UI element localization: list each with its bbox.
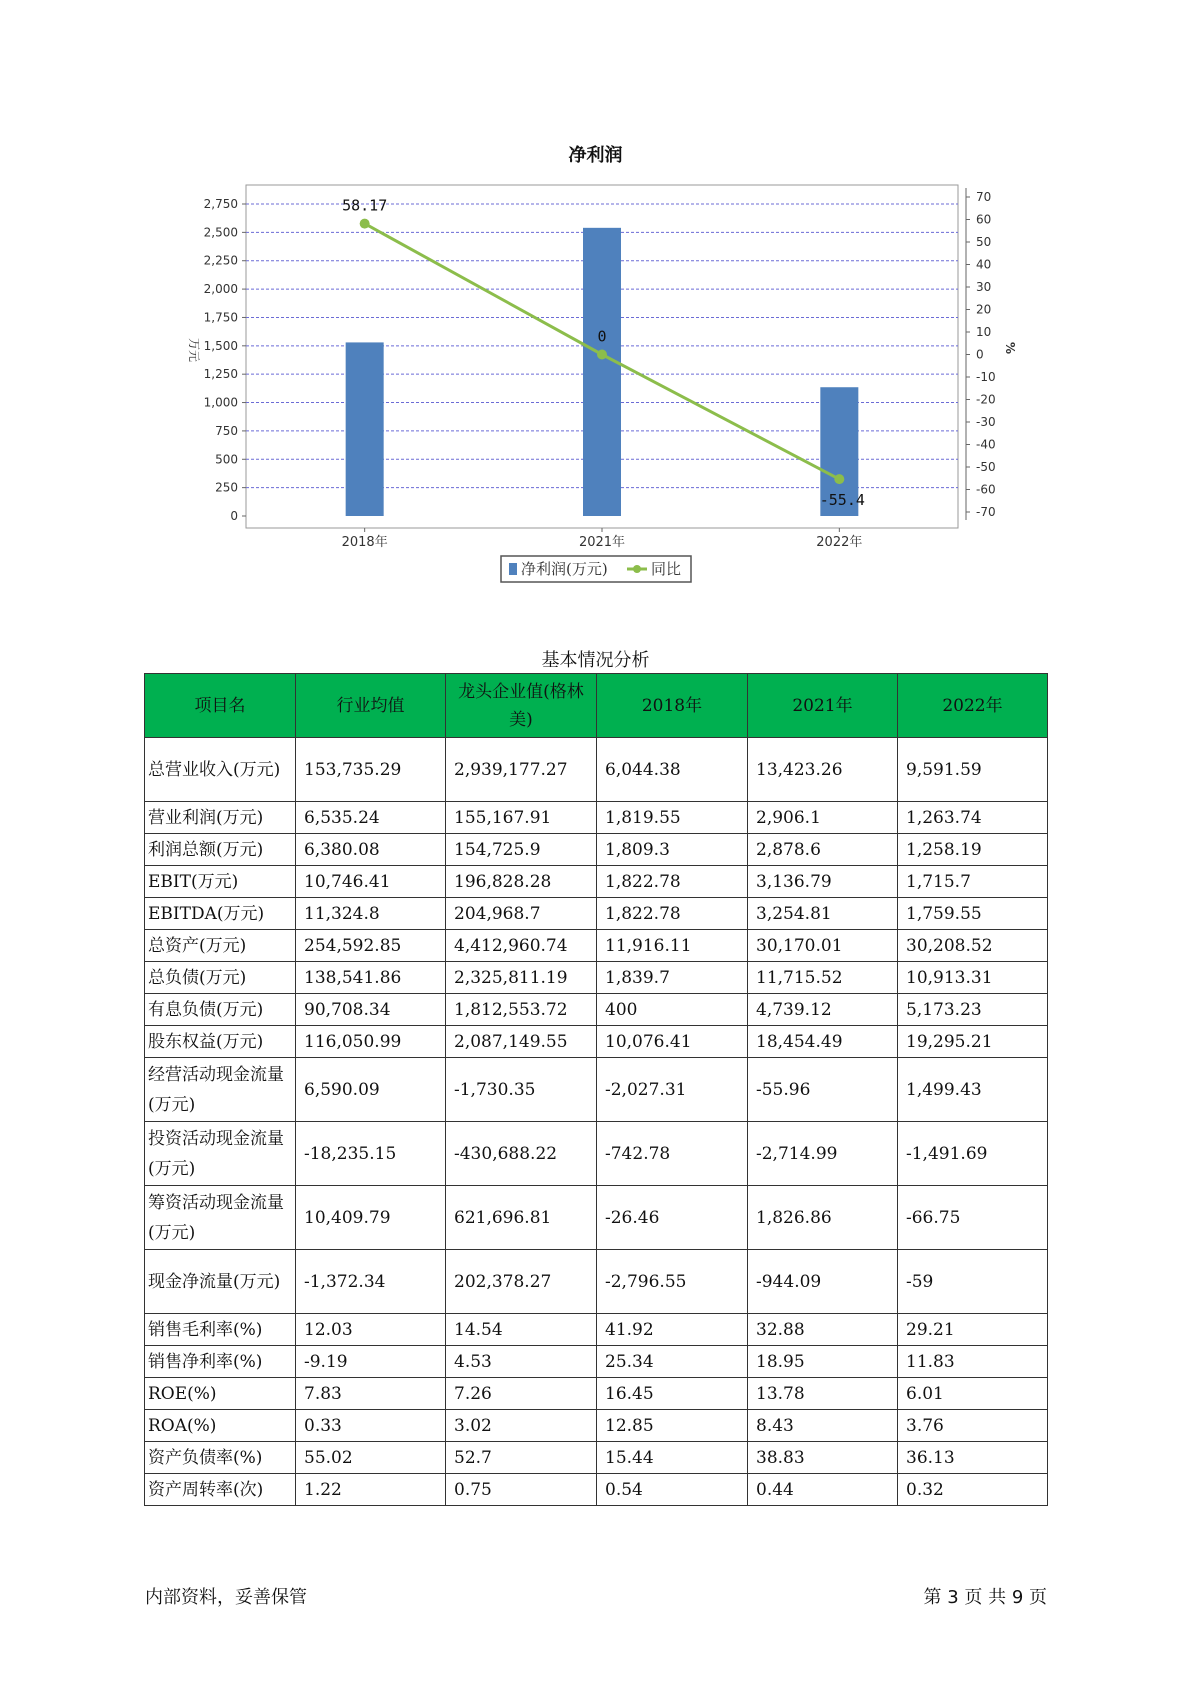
row-item-name: 筹资活动现金流量(万元) — [145, 1186, 296, 1250]
row-item-name: 总负债(万元) — [145, 962, 296, 994]
table-cell: 0.44 — [748, 1474, 898, 1506]
row-item-name: 经营活动现金流量(万元) — [145, 1058, 296, 1122]
header-industry-avg: 行业均值 — [296, 674, 446, 738]
table-cell: 16.45 — [597, 1378, 748, 1410]
table-row — [145, 1250, 1048, 1314]
y2-tick-label: 40 — [976, 257, 992, 272]
table-cell: 10,913.31 — [898, 962, 1048, 994]
table-cell: -2,714.99 — [748, 1122, 898, 1186]
table-cell: -742.78 — [597, 1122, 748, 1186]
table-cell: 90,708.34 — [296, 994, 446, 1026]
table-cell: 6,044.38 — [597, 738, 748, 802]
table-cell: 7.83 — [296, 1378, 446, 1410]
chart-title: 净利润 — [568, 145, 623, 166]
table-row — [145, 802, 1048, 834]
y-tick-label: 1,250 — [203, 367, 238, 382]
table-row — [145, 866, 1048, 898]
table-cell: 1.22 — [296, 1474, 446, 1506]
table-cell: 1,826.86 — [748, 1186, 898, 1250]
table-cell: 12.03 — [296, 1314, 446, 1346]
yoy-point — [834, 474, 844, 484]
table-cell: 2,325,811.19 — [446, 962, 597, 994]
yoy-point — [597, 350, 607, 360]
y-tick-label: 250 — [215, 480, 238, 495]
table-cell: 36.13 — [898, 1442, 1048, 1474]
table-cell: 3,136.79 — [748, 866, 898, 898]
table-cell: 202,378.27 — [446, 1250, 597, 1314]
y-tick-label: 0 — [230, 509, 238, 523]
row-item-name: EBIT(万元) — [145, 866, 296, 898]
table-cell: 1,819.55 — [597, 802, 748, 834]
table-cell: -55.96 — [748, 1058, 898, 1122]
table-cell: 1,809.3 — [597, 834, 748, 866]
table-cell: 4.53 — [446, 1346, 597, 1378]
y-tick-label: 2,750 — [203, 197, 238, 211]
table-cell: 30,170.01 — [748, 930, 898, 962]
table-row — [145, 1314, 1048, 1346]
table-cell: 6.01 — [898, 1378, 1048, 1410]
table-cell: -26.46 — [597, 1186, 748, 1250]
table-cell: 11.83 — [898, 1346, 1048, 1378]
y2-tick-label: 70 — [976, 190, 992, 204]
row-item-name: 销售毛利率(%) — [145, 1314, 296, 1346]
bar-net-profit — [583, 228, 621, 516]
row-item-name: 有息负债(万元) — [145, 994, 296, 1026]
table-row — [145, 962, 1048, 994]
row-item-name: 投资活动现金流量(万元) — [145, 1122, 296, 1186]
table-cell: 7.26 — [446, 1378, 597, 1410]
table-cell: 1,258.19 — [898, 834, 1048, 866]
table-cell: 0.75 — [446, 1474, 597, 1506]
table-cell: 2,087,149.55 — [446, 1026, 597, 1058]
table-cell: 0.32 — [898, 1474, 1048, 1506]
table-cell: 5,173.23 — [898, 994, 1048, 1026]
table-cell: 18,454.49 — [748, 1026, 898, 1058]
table-cell: 11,916.11 — [597, 930, 748, 962]
y2-tick-label: 0 — [976, 347, 984, 362]
table-cell: 19,295.21 — [898, 1026, 1048, 1058]
table-cell: 1,822.78 — [597, 898, 748, 930]
table-cell: 196,828.28 — [446, 866, 597, 898]
table-cell: 3.76 — [898, 1410, 1048, 1442]
table-cell: 2,878.6 — [748, 834, 898, 866]
table-row — [145, 1442, 1048, 1474]
table-cell: 11,324.8 — [296, 898, 446, 930]
y-axis-title: 万元 — [187, 337, 201, 363]
table-cell: -1,372.34 — [296, 1250, 446, 1314]
table-cell: -1,491.69 — [898, 1122, 1048, 1186]
row-item-name: ROA(%) — [145, 1410, 296, 1442]
y-tick-label: 2,000 — [203, 282, 238, 297]
row-item-name: 总资产(万元) — [145, 930, 296, 962]
table-cell: 29.21 — [898, 1314, 1048, 1346]
table-cell: 18.95 — [748, 1346, 898, 1378]
row-item-name: 利润总额(万元) — [145, 834, 296, 866]
table-cell: -59 — [898, 1250, 1048, 1314]
table-cell: 12.85 — [597, 1410, 748, 1442]
footer-confidential-note: 内部资料，妥善保管 — [145, 1587, 307, 1608]
table-cell: 10,746.41 — [296, 866, 446, 898]
table-cell: 41.92 — [597, 1314, 748, 1346]
table-cell: 1,499.43 — [898, 1058, 1048, 1122]
table-cell: 55.02 — [296, 1442, 446, 1474]
table-cell: 9,591.59 — [898, 738, 1048, 802]
table-row — [145, 1026, 1048, 1058]
table-cell: 2,939,177.27 — [446, 738, 597, 802]
y2-tick-label: -40 — [976, 437, 996, 452]
row-item-name: 资产负债率(%) — [145, 1442, 296, 1474]
y-tick-label: 2,250 — [203, 253, 238, 268]
table-cell: 155,167.91 — [446, 802, 597, 834]
legend-bar-label: 净利润(万元) — [521, 560, 608, 578]
yoy-data-label: 58.17 — [342, 196, 388, 215]
table-cell: 6,535.24 — [296, 802, 446, 834]
table-row — [145, 898, 1048, 930]
yoy-data-label: -55.4 — [819, 491, 865, 510]
y2-tick-label: 10 — [976, 325, 992, 339]
table-cell: -2,796.55 — [597, 1250, 748, 1314]
table-caption: 基本情况分析 — [541, 650, 650, 671]
table-cell: 153,735.29 — [296, 738, 446, 802]
header-item-name: 项目名 — [145, 674, 296, 738]
table-row — [145, 1410, 1048, 1442]
header-leader-value: 龙头企业值(格林美) — [446, 674, 597, 738]
table-cell: 3,254.81 — [748, 898, 898, 930]
table-cell: 4,412,960.74 — [446, 930, 597, 962]
table-row — [145, 1122, 1048, 1186]
table-cell: -1,730.35 — [446, 1058, 597, 1122]
y-tick-label: 1,750 — [203, 310, 238, 325]
y2-tick-label: -30 — [976, 415, 996, 429]
table-cell: 1,715.7 — [898, 866, 1048, 898]
table-cell: -430,688.22 — [446, 1122, 597, 1186]
table-cell: 13.78 — [748, 1378, 898, 1410]
x-tick-label: 2018年 — [341, 535, 388, 550]
table-row — [145, 834, 1048, 866]
table-cell: 14.54 — [446, 1314, 597, 1346]
table-row — [145, 1474, 1048, 1506]
table-cell: 52.7 — [446, 1442, 597, 1474]
row-item-name: 现金净流量(万元) — [145, 1250, 296, 1314]
table-cell: 15.44 — [597, 1442, 748, 1474]
table-cell: 25.34 — [597, 1346, 748, 1378]
row-item-name: 销售净利率(%) — [145, 1346, 296, 1378]
y2-tick-label: -10 — [976, 370, 996, 384]
y-tick-label: 1,000 — [203, 395, 238, 410]
table-cell: 1,759.55 — [898, 898, 1048, 930]
table-cell: 0.33 — [296, 1410, 446, 1442]
table-row — [145, 1058, 1048, 1122]
table-header-row — [145, 674, 1048, 738]
legend-line-label: 同比 — [651, 560, 682, 578]
y-tick-label: 500 — [215, 452, 238, 467]
y2-tick-label: 20 — [976, 302, 992, 317]
table-cell: 138,541.86 — [296, 962, 446, 994]
table-cell: 11,715.52 — [748, 962, 898, 994]
y2-tick-label: -70 — [976, 505, 996, 519]
footer-page-number: 第 3 页 共 9 页 — [923, 1587, 1047, 1608]
table-cell: 1,263.74 — [898, 802, 1048, 834]
table-cell: 254,592.85 — [296, 930, 446, 962]
y-tick-label: 750 — [215, 423, 238, 438]
y2-tick-label: 60 — [976, 212, 992, 227]
bar-net-profit — [346, 342, 384, 516]
table-cell: 1,822.78 — [597, 866, 748, 898]
table-cell: 1,812,553.72 — [446, 994, 597, 1026]
header-2021: 2021年 — [748, 674, 898, 738]
header-2022: 2022年 — [898, 674, 1048, 738]
table-cell: 6,590.09 — [296, 1058, 446, 1122]
row-item-name: 总营业收入(万元) — [145, 738, 296, 802]
table-cell: 10,076.41 — [597, 1026, 748, 1058]
header-2018: 2018年 — [597, 674, 748, 738]
table-row — [145, 1378, 1048, 1410]
table-cell: 621,696.81 — [446, 1186, 597, 1250]
table-cell: -2,027.31 — [597, 1058, 748, 1122]
row-item-name: EBITDA(万元) — [145, 898, 296, 930]
table-cell: 2,906.1 — [748, 802, 898, 834]
table-cell: -9.19 — [296, 1346, 446, 1378]
table-cell: 38.83 — [748, 1442, 898, 1474]
table-row — [145, 994, 1048, 1026]
x-tick-label: 2021年 — [578, 535, 626, 550]
yoy-data-label: 0 — [597, 327, 607, 346]
y2-tick-label: -20 — [976, 392, 996, 407]
table-cell: 32.88 — [748, 1314, 898, 1346]
table-cell: 3.02 — [446, 1410, 597, 1442]
table-row — [145, 930, 1048, 962]
table-cell: 0.54 — [597, 1474, 748, 1506]
y2-tick-label: -60 — [976, 482, 996, 497]
table-cell: 116,050.99 — [296, 1026, 446, 1058]
table-row — [145, 1346, 1048, 1378]
table-cell: 154,725.9 — [446, 834, 597, 866]
row-item-name: 资产周转率(次) — [145, 1474, 296, 1506]
table-cell: -18,235.15 — [296, 1122, 446, 1186]
table-cell: 30,208.52 — [898, 930, 1048, 962]
y2-axis-title: % — [1003, 341, 1017, 355]
table-cell: 4,739.12 — [748, 994, 898, 1026]
y-tick-label: 2,500 — [203, 225, 238, 240]
table-cell: 10,409.79 — [296, 1186, 446, 1250]
y2-tick-label: 50 — [976, 235, 992, 249]
legend-line-marker — [633, 565, 641, 573]
yoy-point — [360, 219, 370, 229]
table-row — [145, 738, 1048, 802]
row-item-name: 营业利润(万元) — [145, 802, 296, 834]
table-cell: 13,423.26 — [748, 738, 898, 802]
y2-tick-label: -50 — [976, 460, 996, 474]
y2-tick-label: 30 — [976, 280, 992, 294]
x-tick-label: 2022年 — [816, 535, 863, 550]
legend-bar-swatch — [509, 563, 517, 575]
table-cell: 204,968.7 — [446, 898, 597, 930]
table-cell: 400 — [597, 994, 748, 1026]
y-tick-label: 1,500 — [203, 338, 238, 353]
row-item-name: ROE(%) — [145, 1378, 296, 1410]
net-profit-chart — [0, 0, 1191, 620]
row-item-name: 股东权益(万元) — [145, 1026, 296, 1058]
table-row — [145, 1186, 1048, 1250]
table-cell: -66.75 — [898, 1186, 1048, 1250]
table-cell: 6,380.08 — [296, 834, 446, 866]
analysis-table — [144, 673, 1048, 1506]
table-cell: 8.43 — [748, 1410, 898, 1442]
table-cell: -944.09 — [748, 1250, 898, 1314]
table-cell: 1,839.7 — [597, 962, 748, 994]
